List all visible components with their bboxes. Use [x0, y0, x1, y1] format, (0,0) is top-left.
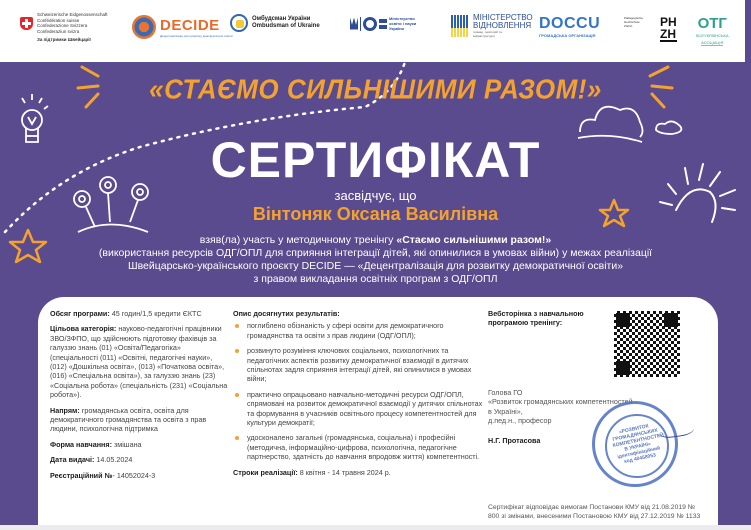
swiss-line: Schweizerische Eidgenossenschaft — [37, 12, 108, 17]
minvid-name: МІНІСТЕРСТВО ВІДНОВЛЕННЯ — [473, 13, 533, 30]
phzh-top: PH — [660, 15, 677, 29]
target-category: Цільова категорія: науково-педагогічні працівники ЗВО/ЗФПО, що здійснюють підготовку фахівців за галуззю знань (01) «Освіта/Педагогіка» (спеціальності (011) «Освітні, педагогічні науки», (012) «Дошкільна освіта», (013) «Початкова освіта», (016) «Спеціальна освіта»), за галуззю знань (23) «Соціальна робота» (спеціальність (231) «Соціальна робота»). — [50, 324, 228, 400]
result-item: удосконалено загальні (громадянська, соціальна) і професійні (методична, інформаційно-цифрова, психологічна, педагогічне партнерство, здатність до навчання впродовж життя) компетентності. — [233, 433, 483, 461]
compliance-note: Сертифікат відповідає вимогам Постанови КМУ від 21.08.2019 № 800 зі змінами, внесеними Постановою КМУ від 27.12.2019 № 1133 — [488, 504, 701, 520]
webpage-label: Вебсторінка з навчальною програмою тренінгу: — [488, 309, 584, 328]
trident-icon — [350, 18, 358, 30]
training-description — [0, 234, 751, 286]
head-line: «Розвиток громадянських компетентностей в Україні», — [488, 397, 633, 416]
stamp-text: «РОЗВИТОК ГРОМАДЯНСЬКИХ КОМПЕТЕНТНОСТЕЙ В УКРАЇНІ» ідентифікаційний код 40458053 — [612, 423, 665, 465]
mon-text: Міністерство освіти і науки України — [389, 16, 417, 31]
result-item: практично опрацьовано навчально-методичні ресурси ОДГ/ОПЛ, спрямовані на розвиток демократичної взаємодії у дитячих спільнотах та формування в учасників освітнього процесу компетентностей для культури демократії; — [233, 390, 483, 428]
implementation-period: Строки реалізації: 8 квітня - 14 травня 2024 р. — [233, 467, 391, 477]
direction: Напрям: громадянська освіта, освіта для демократичного громадянства та освіта з прав людини, психологічна підтримка — [50, 405, 207, 434]
decide-logo — [132, 15, 233, 39]
desc-prefix: взяв(ла) участь у методичному тренінгу — [199, 234, 397, 246]
phzh-small-text: Pädagogische Hochschule Zürich — [624, 16, 644, 28]
desc-line: з правом викладання освітніх програм з ОДГ/ОПЛ — [253, 273, 498, 285]
recipient-name: Вінтоняк Оксана Василівна — [252, 204, 499, 224]
desc-line: Швейцарсько-українського проєкту DECIDE — «Децентралізація для розвитку демократичної освіти» — [127, 260, 624, 272]
results-list — [233, 321, 483, 461]
signer-name: Н.Г. Протасова — [488, 436, 541, 445]
training-name: «Стаємо сильнішими разом!» — [396, 234, 552, 246]
registration-number: Реєстраційний №- 14052024-3 — [50, 470, 156, 480]
result-item: поглиблено обізнаність у сфері освіти для демократичного громадянства та освіти з прав людини (ОДГ/ОПЛ); — [233, 321, 483, 340]
official-stamp — [592, 401, 678, 487]
swiss-line: Confederaziun svizra — [37, 28, 80, 34]
ombudsman-hand-icon — [230, 14, 248, 32]
divider — [360, 17, 361, 31]
details-card — [38, 297, 718, 525]
signature-column — [488, 309, 708, 524]
partner-logo-bar — [0, 0, 745, 62]
otg-logo — [696, 16, 729, 46]
certificate-title: СЕРТИФІКАТ — [210, 132, 541, 188]
docu-name: DOCCU — [539, 15, 601, 32]
swiss-line: Confédération suisse — [37, 17, 80, 23]
result-item: розвинуто розуміння ключових соціальних, психологічних та педагогічних аспектів розвитку демократичної взаємодії в дитячих спільнотах задля сприяння інтеграції дітей, які опинилися в умовах війни; — [233, 346, 483, 384]
slogan-title: «СТАЄМО СИЛЬНІШИМИ РАЗОМ!» — [149, 73, 602, 105]
phzh-logo — [624, 16, 677, 42]
swiss-support-text: За підтримки Швейцарії — [37, 37, 91, 42]
desc-line: (використання ресурсів ОДГ/ОПЛ для сприяння інтеграції дітей, які опинилися в умовах війни) у межах реалізації — [98, 247, 653, 259]
docu-subtitle: ГРОМАДСЬКА ОРГАНІЗАЦІЯ — [539, 33, 596, 38]
minvid-logo — [451, 13, 533, 38]
minvid-subtitle: громад, територій та інфраструктури — [473, 30, 502, 38]
head-line: Голова ГО — [488, 388, 523, 397]
minvid-stripes-icon — [451, 15, 469, 37]
decide-name: DECIDE — [160, 16, 220, 34]
study-form: Форма навчання: змішана — [50, 439, 142, 449]
program-volume: Обсяг програми: 45 годин/1,5 кредити ЄКТС — [50, 309, 202, 318]
decide-snowflake-icon — [132, 15, 156, 39]
otg-name: ОТГ — [697, 15, 727, 32]
swiss-line: Confederazione Svizzera — [37, 23, 88, 28]
qr-code[interactable] — [614, 311, 680, 377]
otg-sub1: ВСЕУКРАЇНСЬКА — [696, 33, 729, 38]
swiss-logo — [20, 12, 108, 43]
decide-subtitle: Децентралізація для розвитку демократичної освіти — [160, 33, 233, 38]
phzh-bottom: ZH — [660, 27, 676, 41]
issue-date: Дата видачі: 14.05.2024 — [50, 455, 133, 465]
otg-sub2: АСОЦІАЦІЯ — [701, 40, 724, 45]
docu-logo — [539, 16, 600, 38]
ombudsman-logo — [230, 14, 320, 32]
equals-icon — [379, 19, 387, 29]
head-line: д.пед.н., професор — [488, 416, 552, 426]
mon-logo — [350, 16, 425, 31]
results-column — [233, 309, 483, 483]
signature-scribble — [657, 419, 695, 440]
certifies-text: засвідчує, що — [334, 188, 417, 203]
swiss-flag-icon — [20, 17, 33, 30]
ombudsman-line1: Омбудсман України — [252, 16, 311, 22]
program-info-column — [50, 309, 228, 486]
ombudsman-line2: Ombudsman of Ukraine — [252, 23, 320, 29]
results-heading: Опис досягнутих результатів: — [233, 309, 340, 318]
ring-icon — [363, 17, 377, 31]
